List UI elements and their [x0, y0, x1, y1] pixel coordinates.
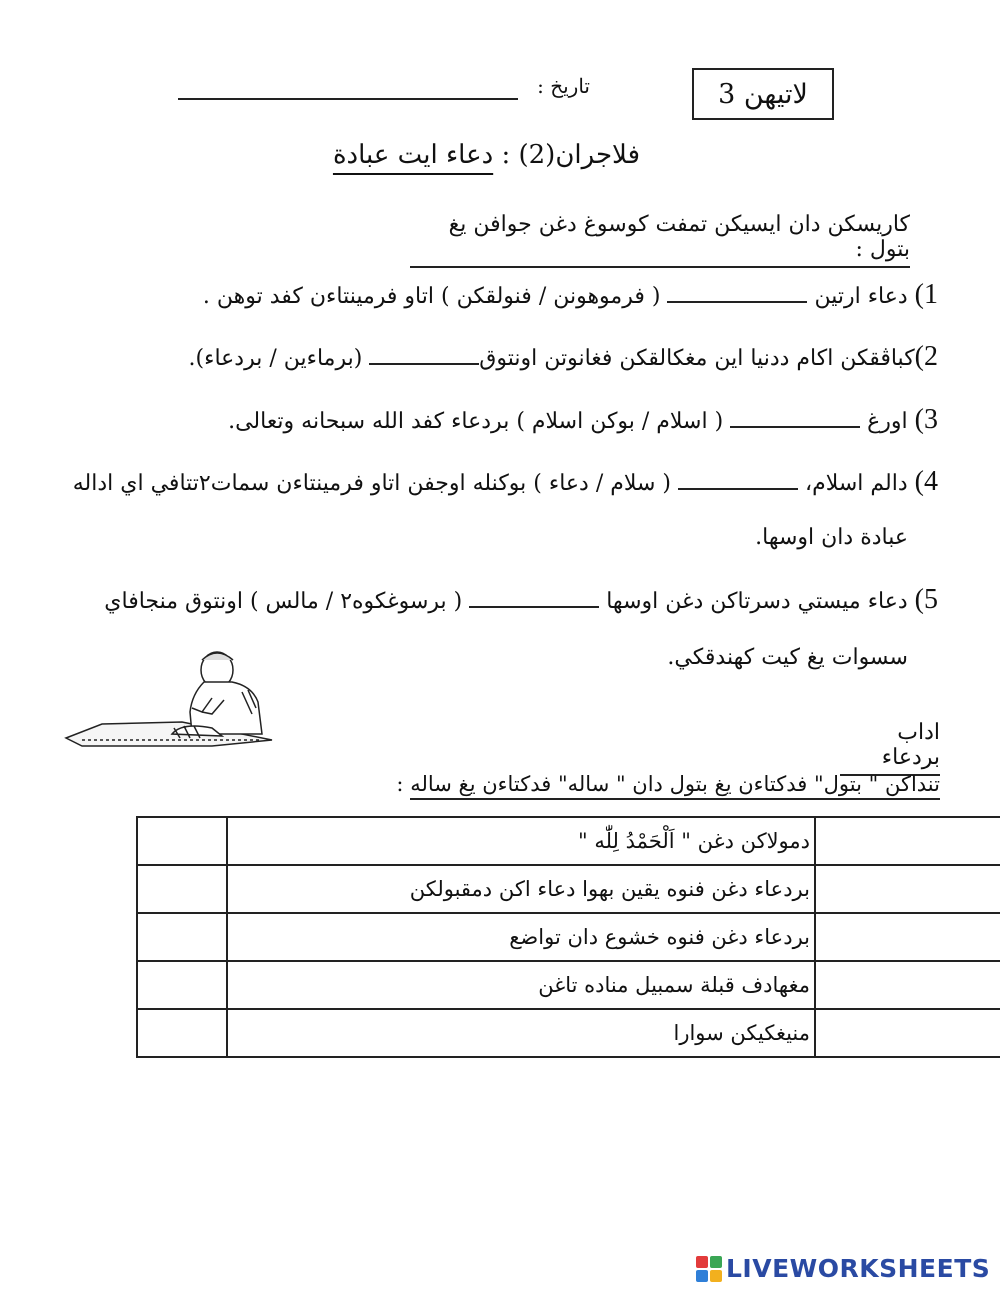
- section-instruction: كاريسكن دان ايسيكن تمفت كوسوغ دغن جوافن يغ بتول :: [410, 212, 910, 268]
- brand-name: LIVEWORKSHEETS: [726, 1254, 991, 1283]
- answer-cell[interactable]: [137, 913, 227, 961]
- question-number: 1): [914, 279, 938, 310]
- question-4: 4) دالم اسلام، ( سلام / دعاء ) بوكنله اوجفن اتاو فرمينتاءن سمات٢تتافي اي اداله: [72, 466, 938, 497]
- table-row: [137, 1009, 1000, 1057]
- empty-cell: [815, 817, 1000, 865]
- question-number: 4): [914, 466, 938, 497]
- adab-heading: اداب بردعاء: [840, 720, 940, 776]
- question-number: 3): [914, 404, 938, 435]
- table-cell-text: بردعاء دغن فنوه خشوع دان تواضع: [227, 913, 815, 961]
- date-label: تاريخ :: [537, 74, 590, 98]
- answer-blank[interactable]: [678, 470, 798, 490]
- liveworksheets-logo[interactable]: [696, 1254, 990, 1283]
- question-5: 5) دعاء ميستي دسرتاكن دغن اوسها ( برسوغكوه٢ / مالس ) اونتوق منجافاي: [104, 584, 938, 615]
- table-row: [137, 913, 1000, 961]
- question-number: 2): [914, 341, 938, 372]
- answer-cell[interactable]: [137, 961, 227, 1009]
- lesson-label: فلاجران(2) :: [501, 140, 640, 170]
- answer-blank[interactable]: [369, 345, 479, 365]
- adab-table: [136, 816, 1000, 1058]
- question-5-continuation: سسوات يغ كيت كهندقكي.: [667, 645, 908, 670]
- lesson-topic: دعاء ايت عبادة: [332, 140, 494, 170]
- answer-cell[interactable]: [137, 817, 227, 865]
- question-4-continuation: عبادة دان اوسها.: [755, 525, 908, 550]
- table-row: [137, 817, 1000, 865]
- answer-cell[interactable]: [137, 865, 227, 913]
- liveworksheets-logo-icon: [696, 1256, 722, 1282]
- exercise-number-box: [692, 68, 834, 120]
- adab-instruction: تنداكن " بتول" فدكتاءن يغ بتول دان " ساله" فدكتاءن يغ ساله :: [350, 772, 940, 796]
- answer-blank[interactable]: [469, 588, 599, 608]
- table-cell-text: منيغكيكن سوارا: [227, 1009, 815, 1057]
- table-cell-text: بردعاء دغن فنوه يقين بهوا دعاء اكن دمقبولكن: [227, 865, 815, 913]
- table-row: [137, 961, 1000, 1009]
- table-cell-text: دمولاكن دغن " اَلْحَمْدُ لِلّٰه ": [227, 817, 815, 865]
- empty-cell: [815, 961, 1000, 1009]
- empty-cell: [815, 913, 1000, 961]
- question-2: 2)كباڤقكن اكام ددنيا اين مغكالقكن فغانوتن اونتوق (برماءين / بردعاء).: [188, 341, 938, 372]
- table-row: [137, 865, 1000, 913]
- question-1: 1) دعاء ارتين ( فرموهونن / فنولقكن ) اتاو فرمينتاءن كفد توهن .: [202, 279, 938, 310]
- answer-cell[interactable]: [137, 1009, 227, 1057]
- table-cell-text: مغهادف قبلة سمبيل مناده تاغن: [227, 961, 815, 1009]
- answer-blank[interactable]: [730, 408, 860, 428]
- empty-cell: [815, 865, 1000, 913]
- date-input-line[interactable]: [178, 98, 518, 100]
- answer-blank[interactable]: [667, 283, 807, 303]
- question-number: 5): [914, 584, 938, 615]
- empty-cell: [815, 1009, 1000, 1057]
- question-3: 3) اورغ ( اسلام / بوكن اسلام ) بردعاء كفد الله سبحانه وتعالى.: [228, 404, 938, 435]
- exercise-number-label: لاتيهن 3: [718, 78, 808, 110]
- page-title: [330, 140, 640, 170]
- praying-boy-illustration: [62, 642, 280, 750]
